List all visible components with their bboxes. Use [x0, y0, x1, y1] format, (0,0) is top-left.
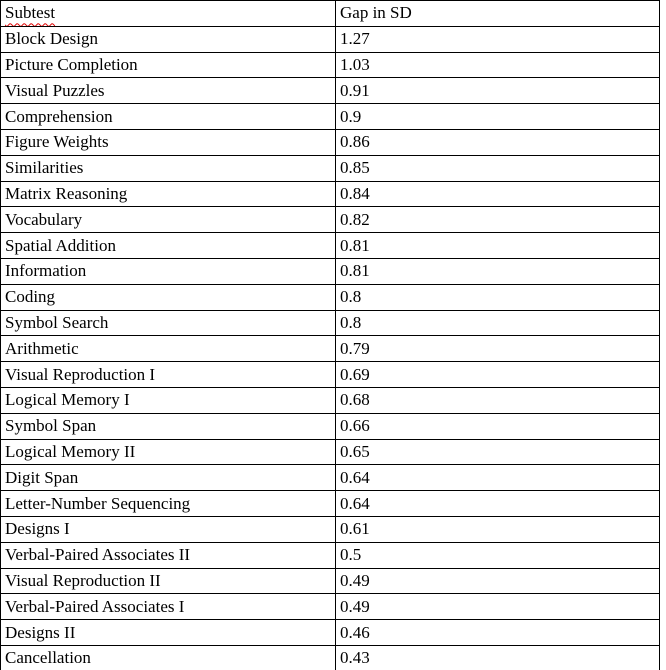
gap-cell: 0.8	[336, 284, 660, 310]
table-row	[1, 645, 660, 670]
gap-cell: 0.49	[336, 594, 660, 620]
gap-cell: 0.91	[336, 78, 660, 104]
gap-cell: 0.85	[336, 155, 660, 181]
table-row	[1, 78, 660, 104]
gap-cell: 1.27	[336, 26, 660, 52]
table-row	[1, 233, 660, 259]
subtest-cell: Logical Memory I	[1, 387, 336, 413]
gap-cell: 0.64	[336, 491, 660, 517]
table-row	[1, 155, 660, 181]
subtest-cell: Picture Completion	[1, 52, 336, 78]
subtest-cell: Figure Weights	[1, 129, 336, 155]
subtest-cell: Verbal-Paired Associates I	[1, 594, 336, 620]
gap-cell: 0.49	[336, 568, 660, 594]
subtest-cell: Arithmetic	[1, 336, 336, 362]
subtest-cell: Information	[1, 258, 336, 284]
gap-cell: 0.66	[336, 413, 660, 439]
gap-cell: 0.43	[336, 645, 660, 670]
subtest-cell: Comprehension	[1, 104, 336, 130]
table-row	[1, 336, 660, 362]
gap-cell: 0.8	[336, 310, 660, 336]
subtest-cell: Logical Memory II	[1, 439, 336, 465]
table-row	[1, 52, 660, 78]
table-row	[1, 568, 660, 594]
gap-cell: 1.03	[336, 52, 660, 78]
table-row	[1, 413, 660, 439]
table-row	[1, 594, 660, 620]
gap-cell: 0.69	[336, 362, 660, 388]
subtest-cell: Letter-Number Sequencing	[1, 491, 336, 517]
gap-cell: 0.82	[336, 207, 660, 233]
subtest-cell: Verbal-Paired Associates II	[1, 542, 336, 568]
gap-cell: 0.81	[336, 258, 660, 284]
table-row	[1, 362, 660, 388]
gap-cell: 0.46	[336, 620, 660, 646]
gap-cell: 0.81	[336, 233, 660, 259]
subtest-cell: Symbol Span	[1, 413, 336, 439]
gap-cell: 0.68	[336, 387, 660, 413]
table-body	[1, 26, 660, 670]
subtest-cell: Vocabulary	[1, 207, 336, 233]
gap-cell: 0.86	[336, 129, 660, 155]
gap-cell: 0.64	[336, 465, 660, 491]
spellcheck-underlined-text: Subtest	[5, 3, 56, 23]
table-row	[1, 104, 660, 130]
table-row	[1, 387, 660, 413]
column-header-gap-in-sd: Gap in SD	[336, 1, 660, 27]
subtest-cell: Coding	[1, 284, 336, 310]
table-row	[1, 207, 660, 233]
table-row	[1, 258, 660, 284]
subtest-cell: Symbol Search	[1, 310, 336, 336]
subtest-cell: Matrix Reasoning	[1, 181, 336, 207]
gap-cell: 0.9	[336, 104, 660, 130]
table-row	[1, 129, 660, 155]
gap-cell: 0.79	[336, 336, 660, 362]
header-row	[1, 1, 660, 27]
gap-cell: 0.61	[336, 516, 660, 542]
subtest-cell: Cancellation	[1, 645, 336, 670]
subtest-cell: Block Design	[1, 26, 336, 52]
table-row	[1, 284, 660, 310]
gap-cell: 0.84	[336, 181, 660, 207]
table-row	[1, 181, 660, 207]
subtest-cell: Visual Reproduction I	[1, 362, 336, 388]
gap-cell: 0.5	[336, 542, 660, 568]
table-row	[1, 439, 660, 465]
gap-cell: 0.65	[336, 439, 660, 465]
subtest-cell: Spatial Addition	[1, 233, 336, 259]
column-header-subtest	[1, 1, 336, 27]
subtest-cell: Digit Span	[1, 465, 336, 491]
subtest-cell: Visual Puzzles	[1, 78, 336, 104]
table-row	[1, 26, 660, 52]
table-row	[1, 542, 660, 568]
subtest-cell: Designs I	[1, 516, 336, 542]
subtest-cell: Designs II	[1, 620, 336, 646]
subtest-cell: Similarities	[1, 155, 336, 181]
table-row	[1, 516, 660, 542]
table-row	[1, 620, 660, 646]
table-row	[1, 310, 660, 336]
table-row	[1, 491, 660, 517]
table-row	[1, 465, 660, 491]
subtest-cell: Visual Reproduction II	[1, 568, 336, 594]
